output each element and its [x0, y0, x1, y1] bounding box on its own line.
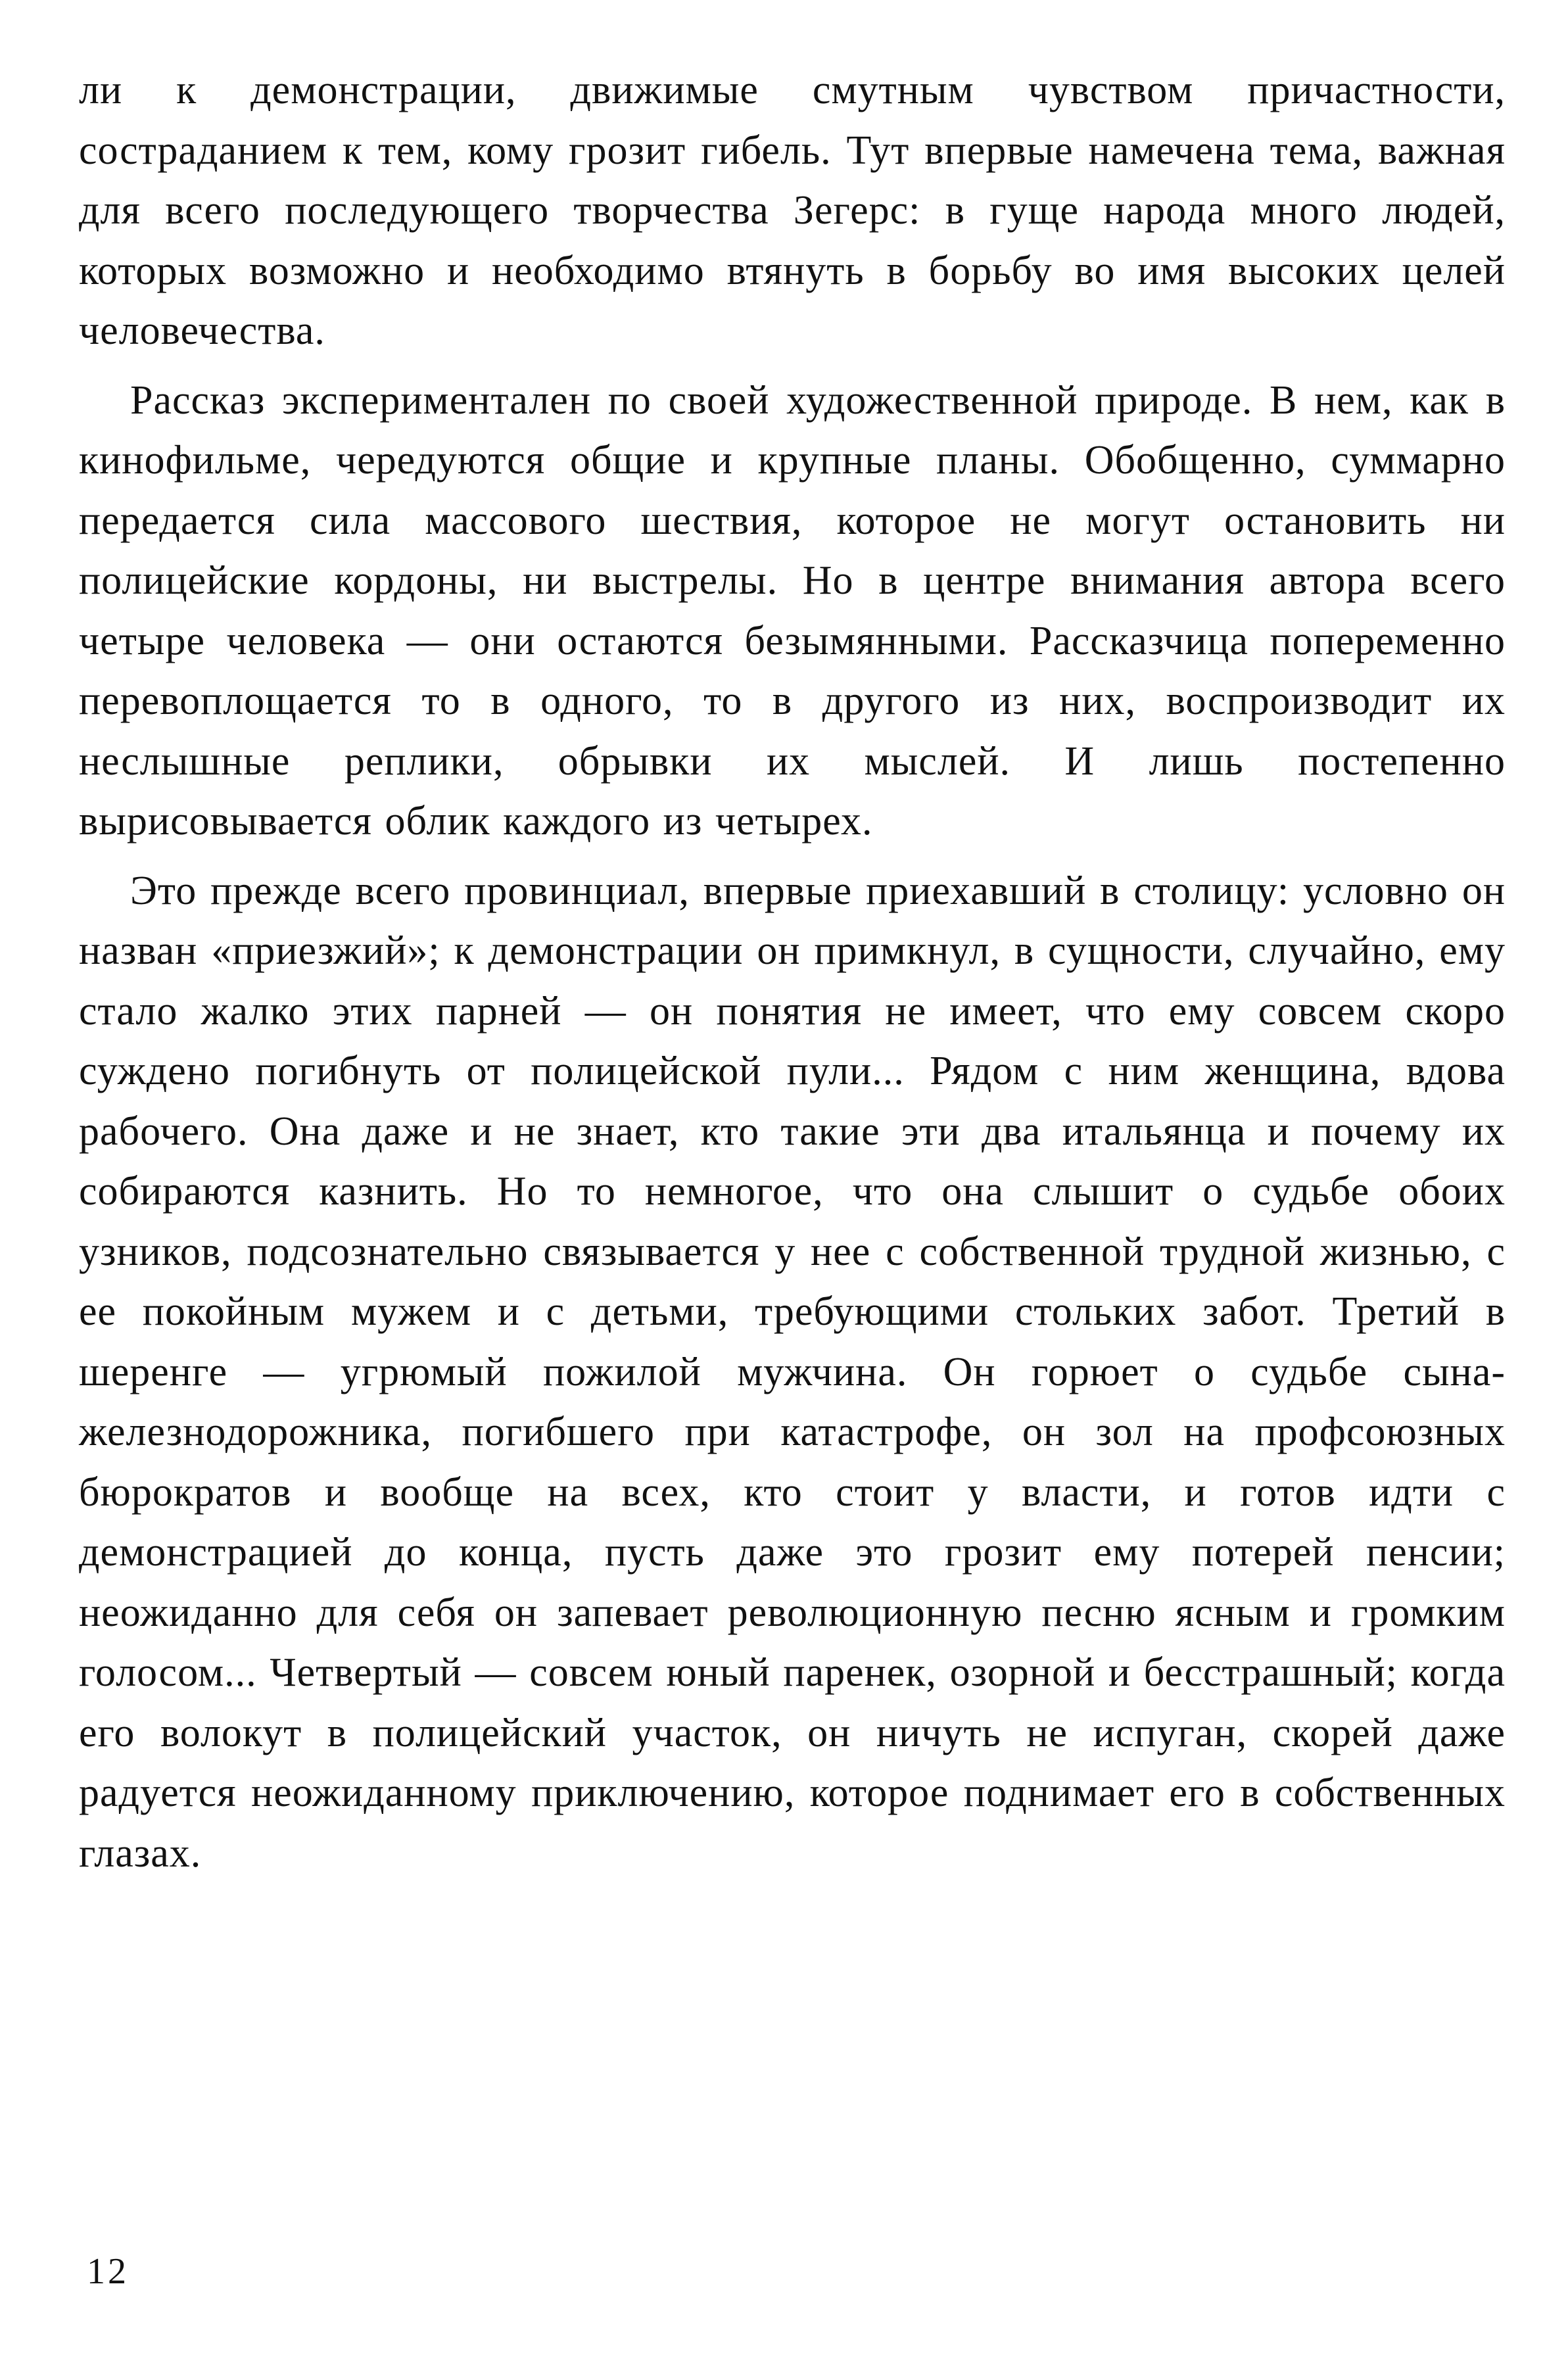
page-number: 12 [87, 2251, 129, 2292]
paragraph-2: Рассказ экспериментален по своей художественной природе. В нем, как в кинофильме, чередуются общие и крупные планы. Обобщенно, суммарно передается сила массового шествия, которое не могут остановить ни полицейские кордоны, ни выстрелы. Но в центре внимания автора всего четыре человека — они остаются безымянными. Рассказчица попеременно перевоплощается то в одного, то в другого из них, воспроизводит их неслышные реплики, обрывки их мыслей. И лишь постепенно вырисовывается облик каждого из четырех. [79, 377, 1506, 844]
paragraph-3: Это прежде всего провинциал, впервые приехавший в столицу: условно он назван «приезжий»; к демонстрации он примкнул, в сущности, случайно, ему стало жалко этих парней — он понятия не имеет, что ему совсем скоро суждено погибнуть от полицейской пули... Рядом с ним женщина, вдова рабочего. Она даже и не знает, кто такие эти два итальянца и почему их собираются казнить. Но то немногое, что она слышит о судьбе обоих узников, подсознательно связывается у нее с собственной трудной жизнью, с ее покойным мужем и с детьми, требующими стольких забот. Третий в шеренге — угрюмый пожилой мужчина. Он горюет о судьбе сына-железнодорожника, погибшего при катастрофе, он зол на профсоюзных бюрократов и вообще на всех, кто стоит у власти, и готов идти с демонстрацией до конца, пусть даже это грозит ему потерей пенсии; неожиданно для себя он запевает революционную песню ясным и громким голосом... Четвертый — совсем юный паренек, озорной и бесстрашный; когда его волокут в полицейский участок, он ничуть не испуган, скорей даже радуется неожиданному приключению, которое поднимает его в собственных глазах. [79, 868, 1506, 1876]
page-body [79, 60, 1506, 1884]
paragraph-1: ли к демонстрации, движимые смутным чувством причастности, состраданием к тем, кому грозит гибель. Тут впервые намечена тема, важная для всего последующего творчества Зегерс: в гуще народа много людей, которых возможно и необходимо втянуть в борьбу во имя высоких целей человечества. [79, 68, 1506, 353]
